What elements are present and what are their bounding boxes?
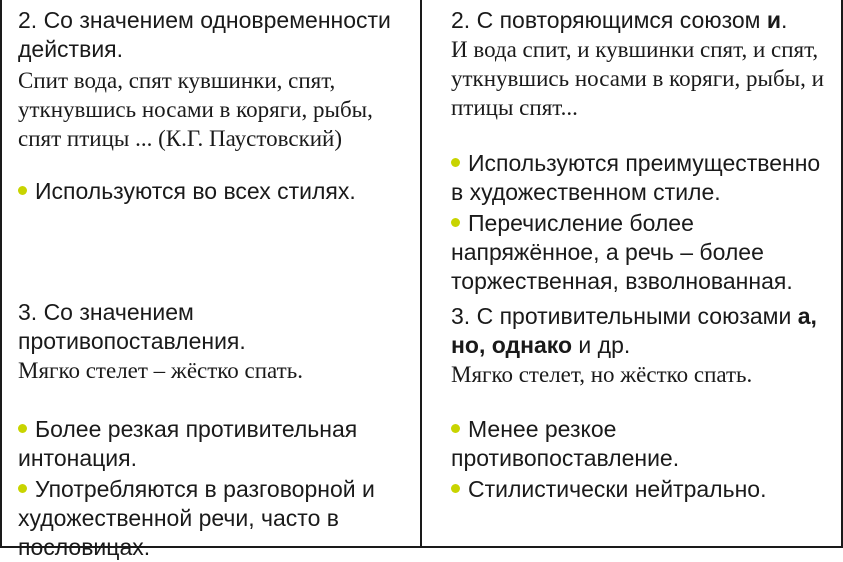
bullet-icon	[451, 158, 460, 167]
bullet-icon	[18, 484, 27, 493]
table-border-left	[0, 0, 2, 548]
cell-adversative-conjunctions	[451, 302, 836, 504]
example-adversative-conjunctions: Мягко стелет, но жёстко спать.	[451, 362, 753, 387]
cell-repeated-conjunction	[451, 6, 836, 296]
bullet-item: Стилистически нейтрально.	[451, 475, 836, 504]
bullet-item: Употребляются в разговорной и художественной речи, часто в пословицах.	[18, 476, 375, 560]
bullet-item: Используются преимущественно в художественном стиле.	[451, 150, 821, 205]
table-column-divider	[420, 0, 422, 548]
heading-repeated-conjunction: 2. С повторяющимся союзом и.	[451, 7, 788, 33]
heading-simultaneity: 2. Со значением одновременности действия.	[18, 7, 391, 62]
bullet-item: Перечисление более напряжённое, а речь – более торжественная, взволнованная.	[451, 210, 793, 294]
example-repeated-conjunction: И вода спит, и кувшинки спят, и спят, уткнувшись носами в коряги, рыбы, и птицы спят...	[451, 37, 824, 120]
bullet-icon	[18, 186, 27, 195]
cell-opposition	[18, 298, 413, 562]
example-opposition: Мягко стелет – жёстко спать.	[18, 358, 303, 383]
bullet-icon	[18, 424, 27, 433]
cell-simultaneity	[18, 6, 413, 206]
bullet-icon	[451, 218, 460, 227]
heading-adversative-conjunctions: 3. С противительными союзами а, но, однако и др.	[451, 303, 817, 358]
bullet-item: Менее резкое противопоставление.	[451, 416, 680, 471]
heading-opposition: 3. Со значением противопоставления.	[18, 299, 246, 354]
example-simultaneity: Спит вода, спят кувшинки, спят, уткнувшись носами в коряги, рыбы, спят птицы ... (К.Г. Паустовский)	[18, 68, 373, 151]
bullet-item: Используются во всех стилях.	[18, 177, 413, 206]
bullet-icon	[451, 484, 460, 493]
bullet-icon	[451, 424, 460, 433]
bullet-item: Более резкая противительная интонация.	[18, 416, 358, 471]
